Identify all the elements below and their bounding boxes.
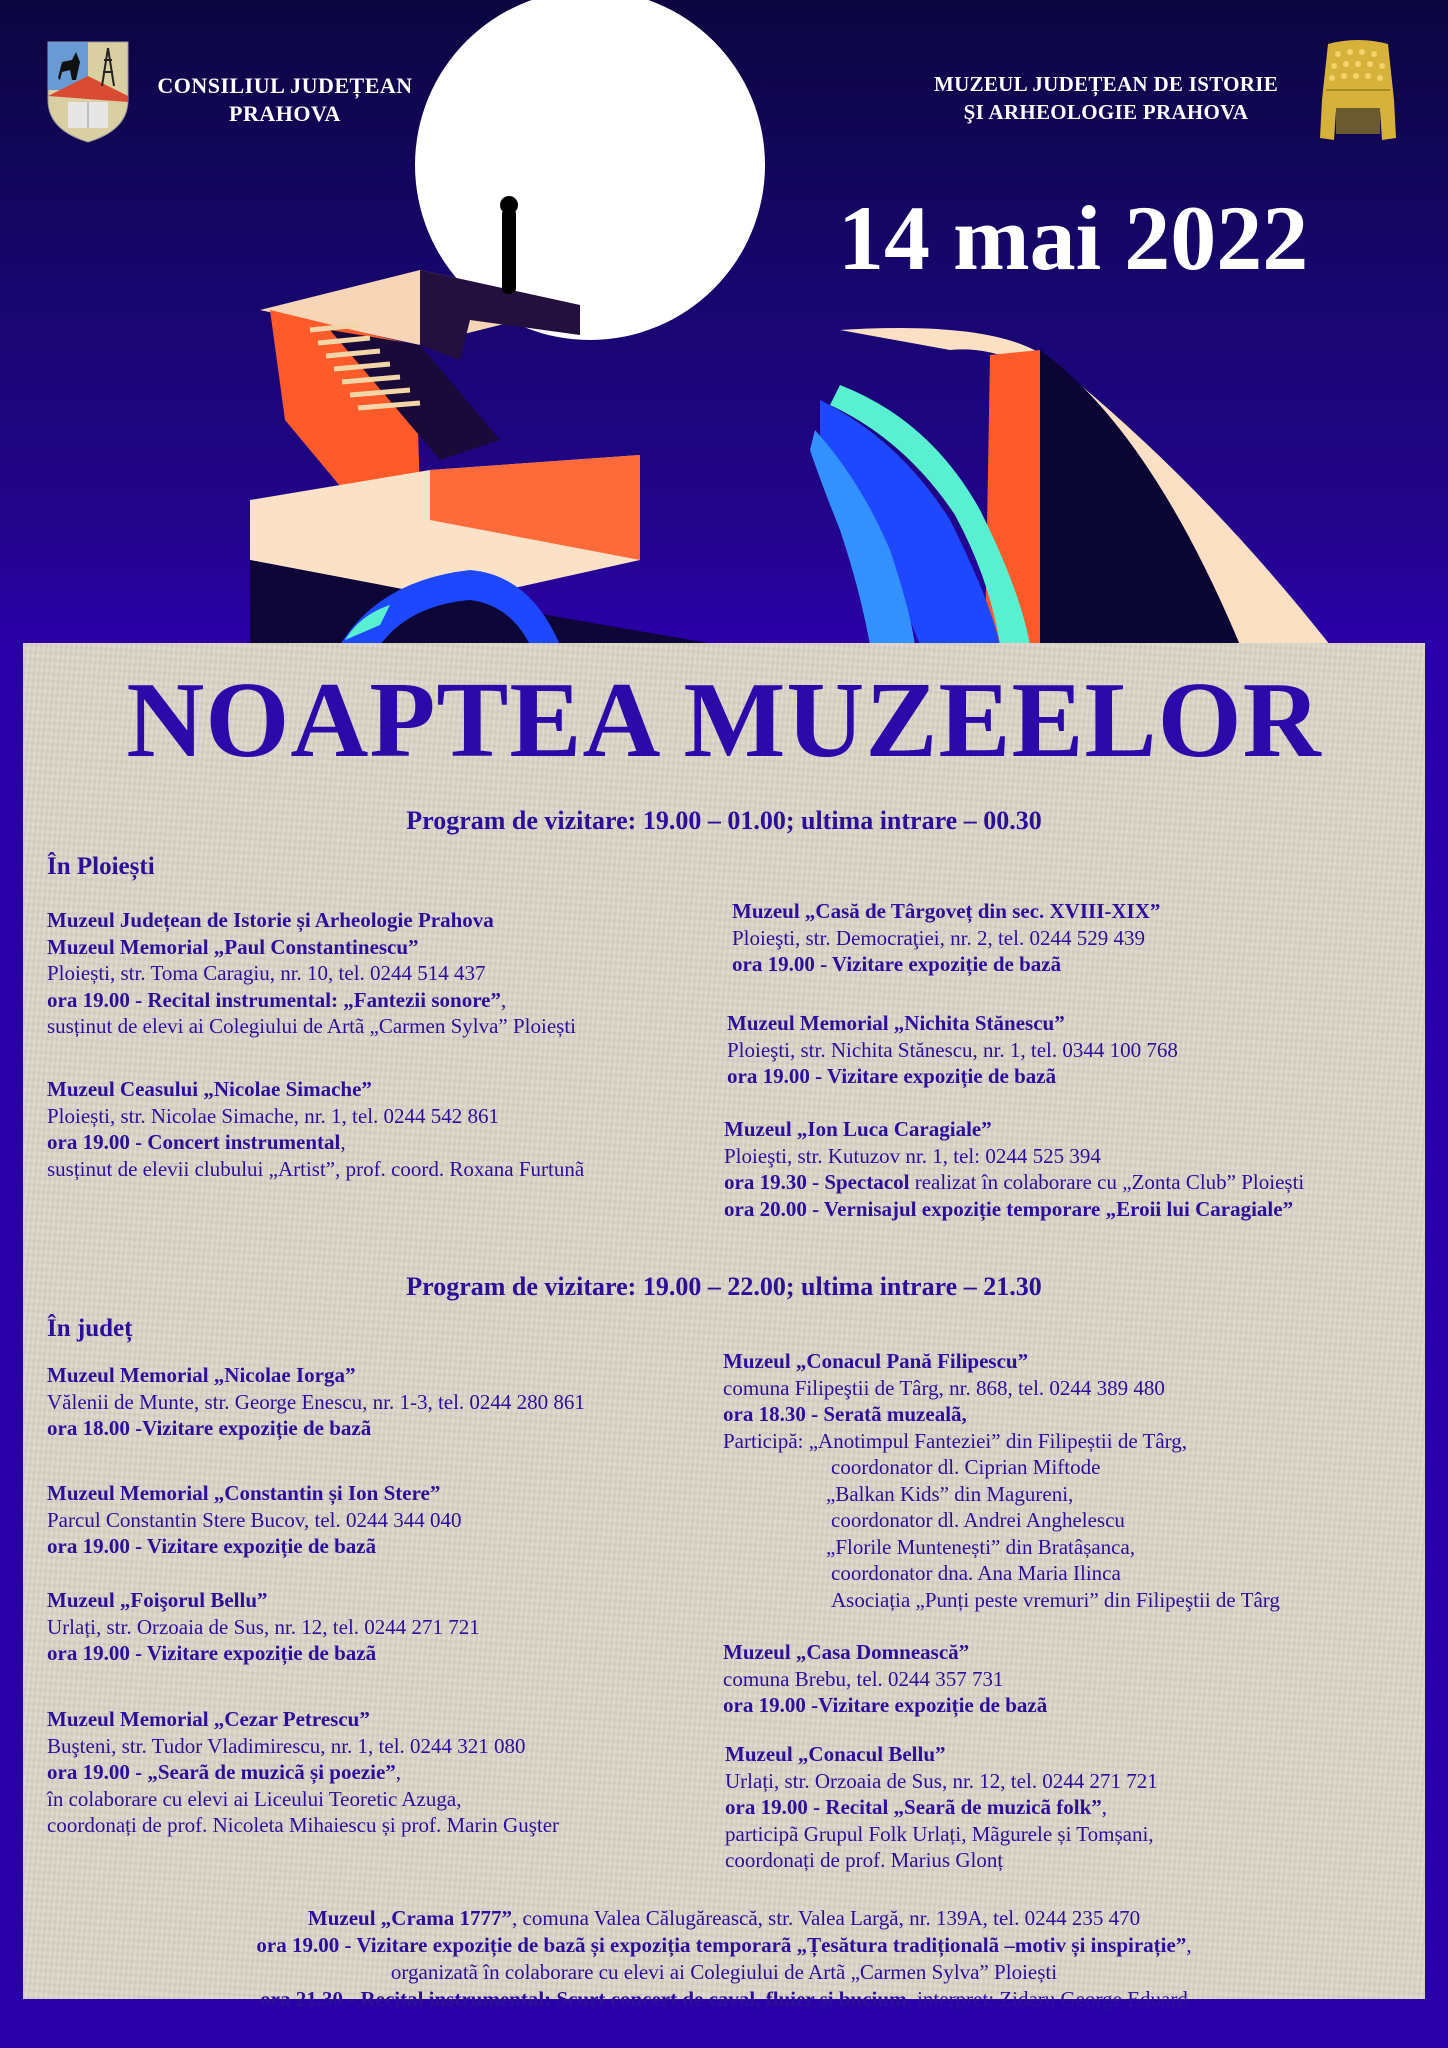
event-suffix: , bbox=[1186, 1933, 1192, 1957]
event-note: în colaborare cu elevi ai Liceului Teoretic Azuga, bbox=[47, 1786, 462, 1811]
event-time: ora 18.00 -Vizitare expoziție de bazã bbox=[47, 1416, 372, 1440]
museum-name: Muzeul „Conacul Pană Filipescu” bbox=[723, 1349, 1029, 1373]
museum-address: Ploiești, str. Nicolae Simache, nr. 1, tel. 0244 542 861 bbox=[47, 1103, 500, 1128]
event-time: ora 19.00 -Vizitare expoziție de bazã bbox=[723, 1693, 1048, 1717]
event-time: ora 19.00 - Recital instrumental: „Fantezii sonore” bbox=[47, 987, 501, 1012]
event-note: organizatã în colaborare cu elevi ai Colegiului de Artã „Carmen Sylva” Ploiești bbox=[390, 1960, 1058, 1984]
museum-name: Muzeul „Conacul Bellu” bbox=[725, 1742, 946, 1766]
museum-address: Urlați, str. Orzoaia de Sus, nr. 12, tel. 0244 271 721 bbox=[47, 1614, 480, 1639]
county-council-line-1: CONSILIUL JUDEȚEAN bbox=[157, 73, 413, 98]
museum-name: Muzeul Județean de Istorie și Arheologie Prahova bbox=[47, 908, 494, 932]
participant: Participă: „Anotimpul Fanteziei” din Filipeștii de Târg, bbox=[723, 1428, 1188, 1453]
museum-address: Ploiești, str. Toma Caragiu, nr. 10, tel. 0244 514 437 bbox=[47, 961, 486, 985]
museum-entry bbox=[727, 1010, 1178, 1090]
visiting-hours-county: Program de vizitare: 19.00 – 22.00; ultima intrare – 21.30 bbox=[406, 1272, 1042, 1301]
event-time: ora 19.00 - „Searã de muzicã și poezie” bbox=[47, 1760, 396, 1784]
museum-entry bbox=[47, 1076, 584, 1182]
museum-address: , comuna Valea Călugărească, str. Valea Largă, nr. 139A, tel. 0244 235 470 bbox=[512, 1906, 1141, 1930]
event-note: susținut de elevi ai Colegiului de Artã „Carmen Sylva” Ploiești bbox=[47, 1014, 576, 1038]
event-date: 14 mai 2022 bbox=[838, 187, 1309, 289]
museum-entry bbox=[47, 1587, 480, 1667]
museum-name: Muzeul Memorial „Cezar Petrescu” bbox=[47, 1707, 370, 1731]
museum-entry bbox=[47, 1480, 462, 1560]
event-suffix: , bbox=[395, 1760, 402, 1784]
museum-address: Urlați, str. Orzoaia de Sus, nr. 12, tel. 0244 271 721 bbox=[725, 1768, 1158, 1793]
participant: Asociația „Punți peste vremuri” din Filipeştii de Târg bbox=[831, 1587, 1280, 1612]
museum-name: Muzeul „Ion Luca Caragiale” bbox=[724, 1117, 992, 1141]
museum-name: Muzeul Memorial „Nicolae Iorga” bbox=[47, 1363, 356, 1387]
event-title: NOAPTEA MUZEELOR bbox=[126, 661, 1322, 780]
museum-address: Ploieşti, str. Democraţiei, nr. 2, tel. 0244 529 439 bbox=[732, 925, 1145, 950]
event-time: ora 19.00 - Recital „Searã de muzicã folk” bbox=[725, 1795, 1102, 1819]
participant: coordonator dl. Andrei Anghelescu bbox=[831, 1508, 1125, 1532]
museum-org-line-2: ŞI ARHEOLOGIE PRAHOVA bbox=[963, 100, 1249, 124]
event-note: susținut de elevii clubului „Artist”, prof. coord. Roxana Furtunã bbox=[47, 1156, 585, 1181]
event-time: ora 19.00 - Vizitare expoziție de bazã bbox=[732, 952, 1062, 976]
museum-address: comuna Brebu, tel. 0244 357 731 bbox=[723, 1666, 1004, 1691]
museum-entry bbox=[732, 898, 1160, 978]
region-heading-ploiesti: În Ploiești bbox=[47, 853, 155, 880]
event-note: coordonați de prof. Marius Glonț bbox=[725, 1848, 1004, 1872]
museum-org-line-1: MUZEUL JUDEȚEAN DE ISTORIE bbox=[933, 72, 1279, 96]
museum-address: Parcul Constantin Stere Bucov, tel. 0244 344 040 bbox=[47, 1507, 462, 1532]
museum-entry bbox=[47, 907, 576, 1040]
golden-helmet-icon bbox=[1318, 40, 1398, 144]
event-time: ora 19.00 - Vizitare expoziție de bazã bbox=[47, 1641, 377, 1665]
event-time: ora 19.00 - Concert instrumental bbox=[47, 1130, 341, 1154]
event-time: ora 19.00 - Vizitare expoziție de bazã bbox=[47, 1534, 377, 1558]
museum-name: Muzeul Memorial „Paul Constantinescu” bbox=[47, 934, 419, 959]
hero-banner bbox=[0, 0, 1448, 645]
museum-name: Muzeul Memorial „Nichita Stănescu” bbox=[727, 1011, 1065, 1035]
event-note: coordonați de prof. Nicoleta Mihaiescu și prof. Marin Guşter bbox=[47, 1813, 560, 1837]
event-time: ora 20.00 - Vernisajul expoziție temporare „Eroii lui Caragiale” bbox=[724, 1196, 1294, 1221]
event-time: ora 19.30 - Spectacol bbox=[724, 1170, 910, 1194]
event-note: , interpret: Zidaru George Eduard bbox=[906, 1987, 1188, 2011]
museum-entry bbox=[47, 1706, 559, 1839]
program-panel bbox=[23, 643, 1425, 2011]
region-heading-county: În județ bbox=[47, 1315, 133, 1342]
event-suffix: realizat în colaborare cu „Zonta Club” Ploiești bbox=[909, 1170, 1305, 1194]
participant: „Florile Muntenești” din Bratâșanca, bbox=[826, 1534, 1136, 1559]
event-suffix: , bbox=[340, 1130, 346, 1154]
museum-name: Muzeul „Foişorul Bellu” bbox=[47, 1588, 268, 1612]
event-note: participã Grupul Folk Urlați, Mãgurele și Tomșani, bbox=[725, 1821, 1154, 1846]
museum-address: Buşteni, str. Tudor Vladimirescu, nr. 1, tel. 0244 321 080 bbox=[47, 1733, 526, 1758]
participant: coordonator dl. Ciprian Miftode bbox=[831, 1455, 1101, 1479]
visiting-hours-ploiesti: Program de vizitare: 19.00 – 01.00; ultima intrare – 00.30 bbox=[406, 806, 1042, 835]
museum-entry bbox=[725, 1741, 1158, 1874]
museum-entry bbox=[724, 1116, 1304, 1222]
museum-name: Muzeul „Casa Domnească” bbox=[723, 1640, 970, 1664]
museum-entry bbox=[723, 1348, 1280, 1613]
event-time: ora 18.30 - Seratã muzealã, bbox=[723, 1402, 967, 1426]
museum-org-label bbox=[896, 70, 1316, 126]
museum-address: Ploieşti, str. Nichita Stănescu, nr. 1, tel. 0344 100 768 bbox=[727, 1037, 1178, 1062]
museum-address: Vălenii de Munte, str. George Enescu, nr. 1-3, tel. 0244 280 861 bbox=[47, 1389, 585, 1414]
museum-address: comuna Filipeştii de Târg, nr. 868, tel. 0244 389 480 bbox=[723, 1375, 1165, 1400]
event-suffix: , bbox=[1101, 1795, 1108, 1819]
event-time: ora 19.00 - Vizitare expoziție de bazã și expoziția temporarã „Țesătura tradiționalã –motiv și inspirație” bbox=[256, 1933, 1187, 1957]
museum-entry bbox=[723, 1639, 1047, 1719]
museum-name: Muzeul „Casă de Târgoveț din sec. XVIII-XIX” bbox=[732, 899, 1161, 923]
museum-name: Muzeul „Crama 1777” bbox=[307, 1906, 513, 1930]
museum-address: Ploieşti, str. Kutuzov nr. 1, tel: 0244 525 394 bbox=[724, 1143, 1101, 1168]
museum-name: Muzeul Memorial „Constantin și Ion Stere” bbox=[47, 1481, 441, 1505]
event-suffix: , bbox=[500, 987, 507, 1012]
museum-name: Muzeul Ceasului „Nicolae Simache” bbox=[47, 1077, 372, 1101]
museum-entry bbox=[47, 1362, 585, 1442]
event-time: ora 19.00 - Vizitare expoziție de bazã bbox=[727, 1064, 1057, 1088]
participant: coordonator dna. Ana Maria Ilinca bbox=[831, 1561, 1121, 1585]
crama-1777-entry bbox=[23, 1905, 1425, 2013]
prahova-coat-of-arms-icon bbox=[46, 40, 130, 144]
county-council-label bbox=[140, 72, 430, 128]
county-council-line-2: PRAHOVA bbox=[229, 101, 341, 126]
event-time: ora 21.30 - Recital instrumental: Scurt concert de caval, fluier și bucium bbox=[260, 1987, 907, 2011]
participant: „Balkan Kids” din Magureni, bbox=[826, 1481, 1074, 1506]
